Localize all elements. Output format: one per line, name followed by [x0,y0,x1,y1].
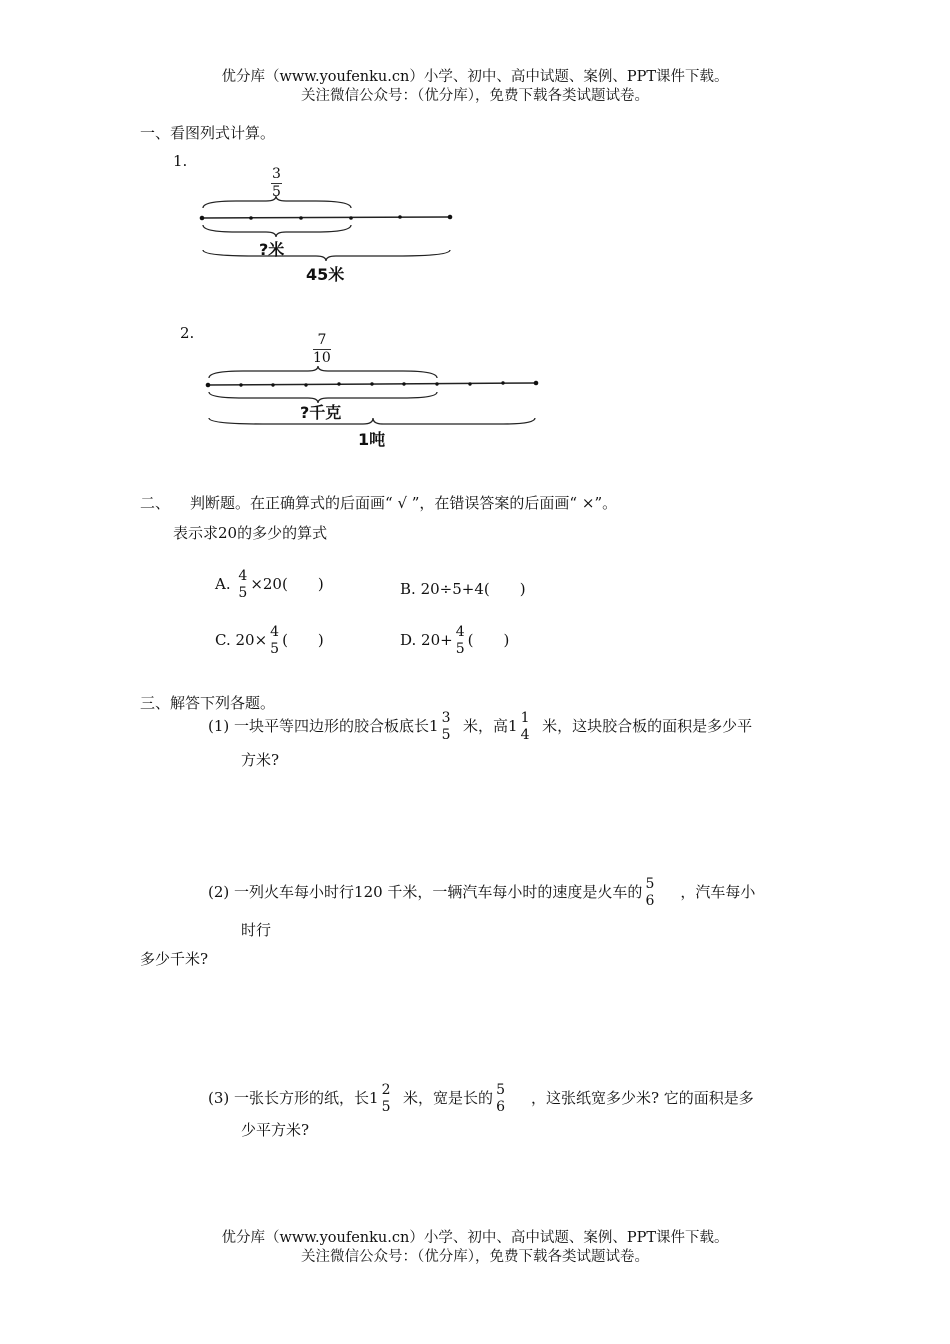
problem-2-text-a: 一列火车每小时行120 千米，一辆汽车每小时的速度是火车的 [234,883,643,901]
option-b [400,578,526,599]
option-b-label: B. [400,580,416,598]
option-b-text: 20÷5+4( ) [420,580,526,598]
section-1-title: 一、看图列式计算。 [140,124,276,142]
option-d-pre: 20+ [421,631,453,649]
problem-1-f2-num: 1 [520,710,530,726]
footer-line-1: 优分库（www.youfenku.cn）小学、初中、高中试题、案例、PPT课件下载。 [221,1230,729,1246]
q2-part-label: ?千克 [300,403,342,422]
q2-fraction-numerator: 7 [313,332,331,350]
q1-fraction-numerator: 3 [272,166,281,182]
option-a-frac-den: 5 [238,585,248,601]
option-a-label: A. [215,575,231,593]
option-c-pre: 20× [235,631,268,649]
problem-3-line-2: 少平方米? [241,1121,310,1139]
option-c-rest: ( ) [282,631,324,649]
problem-3-f2-den: 6 [496,1099,505,1115]
problem-3 [208,1082,754,1116]
problem-1-f1-den: 5 [441,727,451,743]
header-line-2: 关注微信公众号：（优分库），免费下载各类试题试卷。 [301,88,649,104]
q1-fraction-denominator: 5 [272,184,281,200]
problem-3-f1-num: 2 [381,1082,391,1098]
option-c-frac-den: 5 [270,641,280,657]
option-a-frac-num: 4 [238,568,248,584]
q1-part-label: ?米 [259,240,285,259]
problem-1-text-a: 一块平等四边形的胶合板底长1 [234,717,439,735]
option-d-frac-num: 4 [455,624,465,640]
problem-1-fraction-1 [442,710,451,744]
q2-fraction-denominator: 10 [313,350,331,366]
option-a [215,568,324,602]
problem-1-f2-den: 4 [520,727,530,743]
option-a-fraction [238,568,247,602]
section-2-subtitle: 表示求20的多少的算式 [173,524,328,542]
option-d-fraction [456,624,465,658]
problem-2-fraction [645,876,654,910]
problem-1 [208,710,752,744]
option-d-frac-den: 5 [455,641,465,657]
problem-1-fraction-2 [521,710,530,744]
problem-2-line-2: 时行 [241,921,272,939]
footer-line-2: 关注微信公众号：（优分库），免费下载各类试题试卷。 [301,1249,649,1265]
problem-1-number: (1) [208,717,230,735]
problem-3-text-a: 一张长方形的纸，长1 [234,1089,379,1107]
problem-3-f1-den: 5 [381,1099,391,1115]
q2-total-label: 1吨 [358,430,386,449]
option-d-rest: ( ) [467,631,510,649]
problem-2-f-den: 6 [645,893,655,909]
section-2-prefix: 二、 [140,494,171,512]
problem-2-f-num: 5 [645,876,655,892]
problem-3-text-c: ，这张纸宽多少米? 它的面积是多 [530,1089,754,1107]
problem-1-text-c: 米，这块胶合板的面积是多少平 [542,717,753,735]
problem-1-text-b: 米，高1 [463,717,518,735]
section-3-title: 三、解答下列各题。 [140,694,276,712]
option-d [400,624,509,658]
q1-number: 1. [173,152,188,170]
option-c-frac-num: 4 [270,624,280,640]
q2-line-diagram [203,368,543,428]
q1-total-label: 45米 [306,265,345,284]
q1-fraction [271,166,282,201]
header-line-1: 优分库（www.youfenku.cn）小学、初中、高中试题、案例、PPT课件下载。 [221,69,729,85]
problem-2-number: (2) [208,883,230,901]
option-a-rest: ×20( ) [250,575,324,593]
q1-line-diagram [196,198,456,258]
q2-number: 2. [180,324,195,342]
option-c-label: C. [215,631,231,649]
problem-3-fraction-2 [496,1082,505,1116]
problem-3-number: (3) [208,1089,230,1107]
problem-1-f1-num: 3 [441,710,451,726]
option-d-label: D. [400,631,417,649]
option-c [215,624,324,658]
problem-2-line-3: 多少千米? [140,950,209,968]
problem-1-line-2: 方米? [241,751,280,769]
problem-2 [208,876,755,910]
section-2-title: 判断题。在正确算式的后面画“ √ ”，在错误答案的后面画“ ×”。 [190,494,618,512]
problem-2-text-b: ，汽车每小 [680,883,756,901]
problem-3-fraction-1 [382,1082,391,1116]
problem-3-f2-num: 5 [496,1082,505,1098]
problem-3-text-b: 米，宽是长的 [403,1089,494,1107]
q2-fraction [313,332,331,367]
option-c-fraction [270,624,279,658]
